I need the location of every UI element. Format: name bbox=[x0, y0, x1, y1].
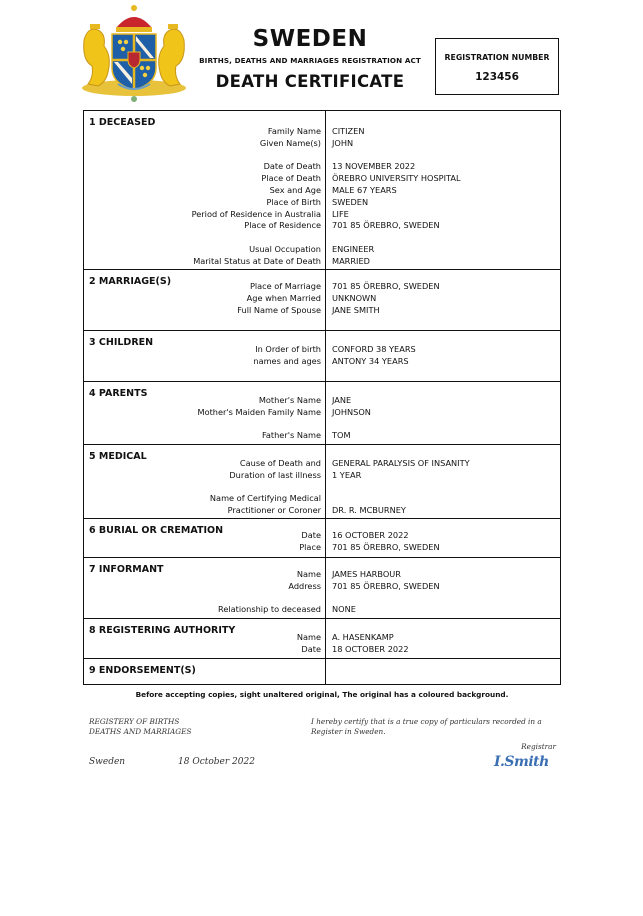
section-marriages bbox=[84, 270, 560, 331]
section-deceased bbox=[84, 111, 560, 270]
field-value: DR. R. MCBURNEY bbox=[332, 505, 406, 516]
registration-number-value: 123456 bbox=[475, 71, 519, 83]
field-label: Place of Death bbox=[261, 173, 321, 184]
section-informant bbox=[84, 558, 560, 619]
field-value: 701 85 ÖREBRO, SWEDEN bbox=[332, 580, 440, 591]
field-value: 1 YEAR bbox=[332, 469, 362, 480]
certify-line-1: I hereby certify that is a true copy of particulars recorded in a bbox=[311, 717, 542, 726]
field-label: Family Name bbox=[267, 126, 321, 136]
field-value: JANE SMITH bbox=[332, 304, 380, 315]
field-value: JAMES HARBOUR bbox=[332, 569, 401, 579]
field-value: MALE 67 YEARS bbox=[332, 184, 397, 195]
field-value: JOHNSON bbox=[332, 406, 371, 417]
field-label: Marital Status at Date of Death bbox=[193, 255, 321, 266]
section-title: 5 MEDICAL bbox=[89, 451, 147, 462]
field-label: Full Name of Spouse bbox=[237, 304, 321, 315]
field-value: ENGINEER bbox=[332, 243, 375, 254]
field-label: Name bbox=[296, 569, 321, 579]
field-value: 18 OCTOBER 2022 bbox=[332, 643, 409, 654]
field-value: JOHN bbox=[332, 137, 354, 148]
field-value: NONE bbox=[332, 604, 356, 615]
field-label: Place of Birth bbox=[266, 196, 321, 207]
section-title: 3 CHILDREN bbox=[89, 337, 154, 348]
field-value: 701 85 ÖREBRO, SWEDEN bbox=[332, 541, 440, 552]
field-label: Mother's Name bbox=[258, 395, 321, 405]
field-label: Cause of Death and bbox=[239, 458, 321, 468]
field-label: Name bbox=[296, 632, 321, 642]
document-title: DEATH CERTIFICATE bbox=[215, 72, 405, 91]
section-title: 7 INFORMANT bbox=[89, 564, 164, 575]
section-title: 8 REGISTERING AUTHORITY bbox=[89, 625, 236, 636]
field-value: ANTONY 34 YEARS bbox=[332, 355, 409, 366]
field-value: LIFE bbox=[332, 208, 349, 219]
field-value: ÖREBRO UNIVERSITY HOSPITAL bbox=[332, 173, 461, 184]
field-label: Date of Death bbox=[263, 161, 321, 172]
certificate-table bbox=[83, 110, 561, 685]
section-title: 1 DECEASED bbox=[89, 117, 156, 128]
field-label: Father's Name bbox=[261, 430, 321, 441]
issue-country: Sweden bbox=[89, 757, 126, 767]
field-value: JANE bbox=[332, 395, 352, 405]
section-title: 6 BURIAL OR CREMATION bbox=[89, 525, 224, 536]
swedish-coat-of-arms-icon bbox=[78, 2, 190, 106]
field-label: Date bbox=[301, 643, 321, 654]
field-value: SWEDEN bbox=[332, 196, 369, 207]
field-label: Place bbox=[299, 541, 321, 552]
certify-line-2: Register in Sweden. bbox=[311, 727, 386, 736]
issue-date: 18 October 2022 bbox=[178, 757, 255, 767]
field-label: Given Name(s) bbox=[259, 137, 321, 148]
section-parents bbox=[84, 382, 560, 445]
field-value: 701 85 ÖREBRO, SWEDEN bbox=[332, 220, 440, 231]
section-endorsements bbox=[84, 659, 560, 684]
registry-line-1: REGISTERY OF BIRTHS bbox=[89, 717, 180, 726]
registration-act: BIRTHS, DEATHS AND MARRIAGES REGISTRATION ACT bbox=[199, 56, 421, 65]
country-title: SWEDEN bbox=[252, 26, 368, 52]
field-label: Place of Residence bbox=[244, 220, 321, 231]
field-label: Name of Certifying Medical bbox=[209, 493, 321, 504]
field-label: Relationship to deceased bbox=[218, 604, 321, 615]
field-label: Usual Occupation bbox=[249, 243, 321, 254]
field-value: UNKNOWN bbox=[332, 292, 377, 303]
field-value: 701 85 ÖREBRO, SWEDEN bbox=[332, 281, 440, 291]
field-value: CONFORD 38 YEARS bbox=[332, 344, 416, 354]
field-label: Address bbox=[288, 580, 321, 591]
field-label: Place of Marriage bbox=[249, 281, 321, 291]
authenticity-notice: Before accepting copies, sight unaltered original, The original has a coloured background. bbox=[135, 690, 509, 699]
field-label: Practitioner or Coroner bbox=[227, 505, 321, 516]
registration-number-label: REGISTRATION NUMBER bbox=[444, 53, 550, 62]
field-label: Sex and Age bbox=[269, 184, 321, 195]
field-label: Age when Married bbox=[246, 292, 321, 303]
field-value: CITIZEN bbox=[332, 126, 365, 136]
field-label: Duration of last illness bbox=[229, 469, 321, 480]
field-label: Period of Residence in Australia bbox=[191, 208, 321, 219]
section-registering-authority bbox=[84, 619, 560, 659]
registrar-signature: I.Smith bbox=[494, 754, 549, 770]
field-label: Mother's Maiden Family Name bbox=[197, 406, 321, 417]
section-title: 2 MARRIAGE(S) bbox=[89, 276, 172, 287]
registrar-label: Registrar bbox=[521, 742, 556, 751]
field-value: A. HASENKAMP bbox=[332, 632, 394, 642]
section-title: 4 PARENTS bbox=[89, 388, 148, 399]
registry-line-2: DEATHS AND MARRIAGES bbox=[89, 727, 192, 736]
field-value: 16 OCTOBER 2022 bbox=[332, 530, 409, 540]
registry-name bbox=[89, 717, 191, 737]
certification-statement bbox=[311, 717, 561, 737]
section-title: 9 ENDORSEMENT(S) bbox=[89, 665, 196, 676]
field-value: 13 NOVEMBER 2022 bbox=[332, 161, 416, 172]
section-medical bbox=[84, 445, 560, 519]
field-label: In Order of birth bbox=[255, 344, 321, 354]
field-label: names and ages bbox=[253, 355, 321, 366]
registration-number-box bbox=[435, 38, 559, 95]
section-burial-cremation bbox=[84, 519, 560, 558]
section-children bbox=[84, 331, 560, 382]
field-label: Date bbox=[301, 530, 321, 540]
field-value: MARRIED bbox=[332, 255, 370, 266]
field-value: GENERAL PARALYSIS OF INSANITY bbox=[332, 458, 470, 468]
field-value: TOM bbox=[332, 430, 351, 441]
